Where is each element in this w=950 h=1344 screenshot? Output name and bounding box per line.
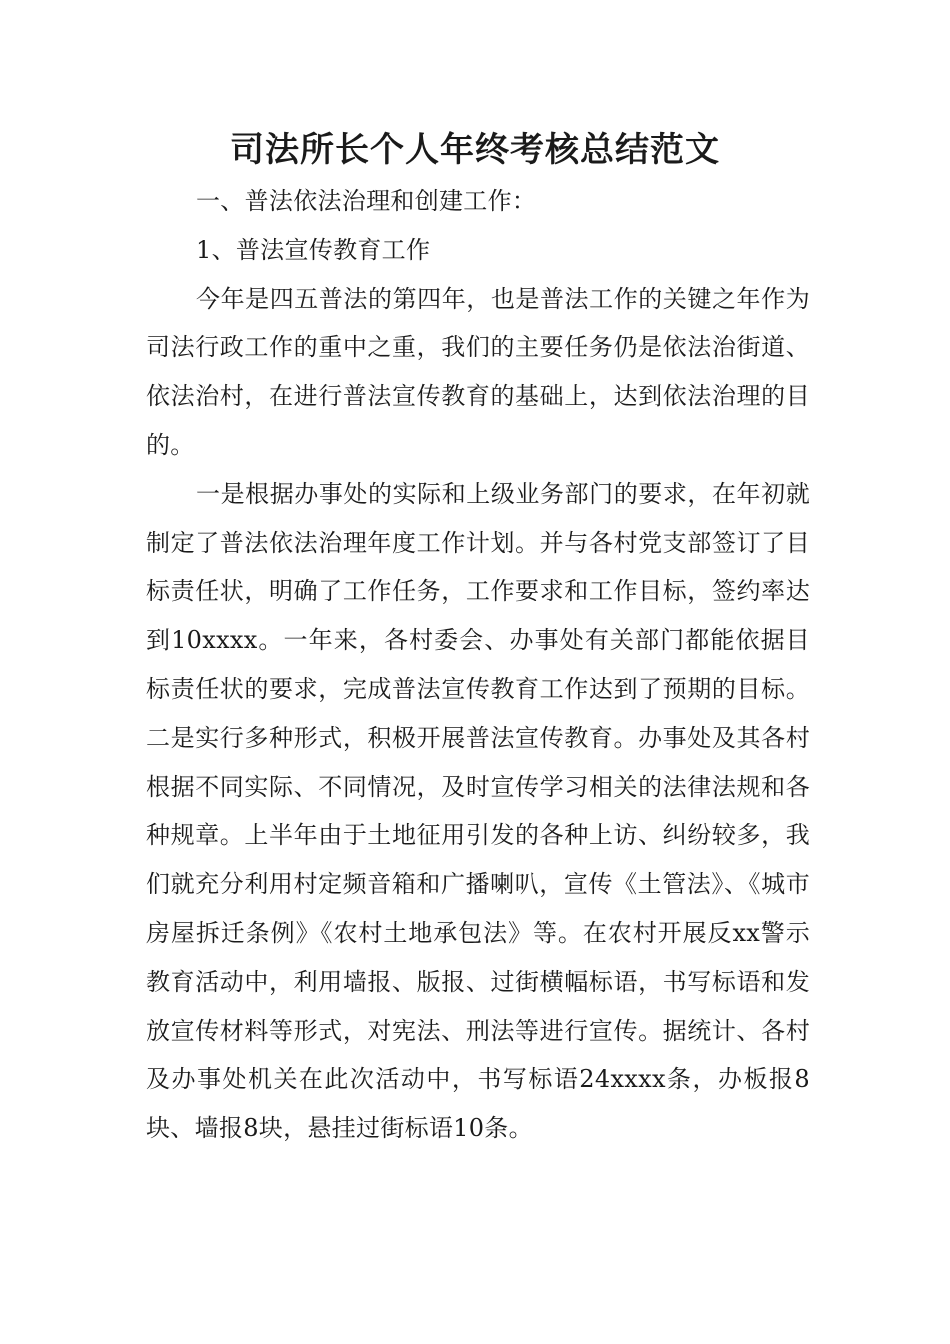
- body-paragraph: 今年是四五普法的第四年，也是普法工作的关键之年作为司法行政工作的重中之重，我们的主要任务仍是依法治街道、依法治村，在进行普法宣传教育的基础上，达到依法治理的目的。: [146, 284, 810, 459]
- section-heading: 一、普法依法治理和创建工作：: [196, 187, 537, 215]
- document-body: [146, 177, 810, 1153]
- document-title: 司法所长个人年终考核总结范文: [230, 130, 720, 170]
- subsection-heading: 1、普法宣传教育工作: [196, 235, 431, 264]
- body-paragraph: 一是根据办事处的实际和上级业务部门的要求，在年初就制定了普法依法治理年度工作计划。并与各村党支部签订了目标责任状，明确了工作任务，工作要求和工作目标，签约率达到10xxxx。一年来，各村委会、办事处有关部门都能依据目标责任状的要求，完成普法宣传教育工作达到了预期的目标。 二是实行多种形式，积极开展普法宣传教育。办事处及其各村根据不同实际、不同情况，及时宣传学习相关的法律法规和各种规章。上半年由于土地征用引发的各种上访、纠纷较多，我们就充分利用村定频音箱和广播喇叭，宣传《土管法》、《城市房屋拆迁条例》《农村土地承包法》等。在农村开展反xx警示教育活动中，利用墙报、版报、过街横幅标语，书写标语和发放宣传材料等形式，对宪法、刑法等进行宣传。据统计、各村及办事处机关在此次活动中，书写标语24xxxx条，办板报8块、墙报8块，悬挂过街标语10条。: [146, 479, 810, 1143]
